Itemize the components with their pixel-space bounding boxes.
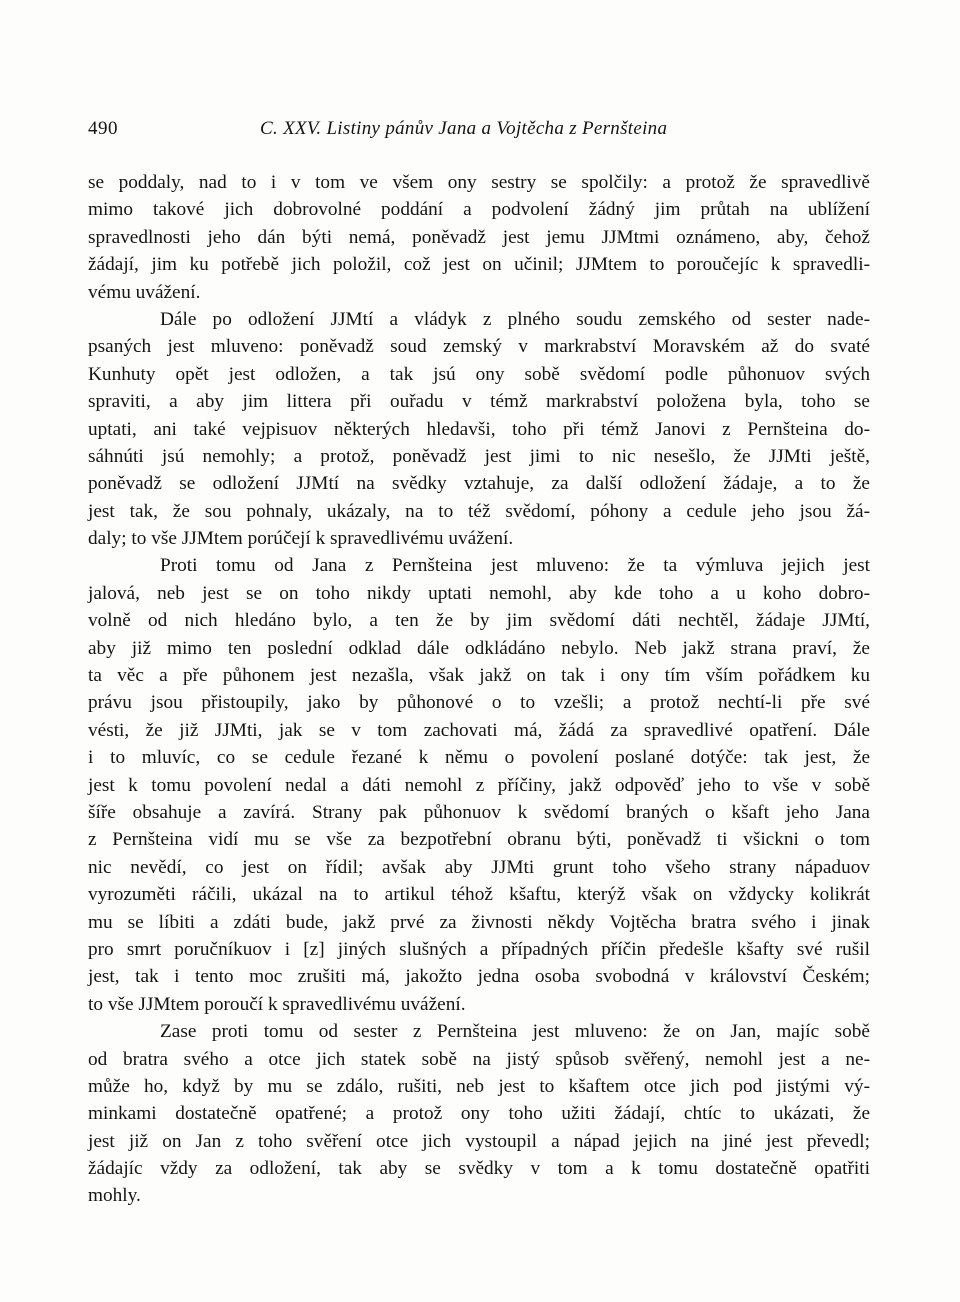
text-line: pro smrt poručníkuov i [z] jiných slušných a případných příčin předešle kšafty své rušil	[88, 938, 870, 960]
text-line: vésti, že již JJMti, jak se v tom zachovati má, žádá za spravedlivé opatření. Dále	[88, 719, 870, 741]
text-line: uptati, ani také vejpisuov některých hledavši, toho při témž Janovi z Pernšteina do-	[88, 418, 870, 440]
text-line: spravedlnosti jeho dán býti nemá, poněvadž jest jemu JJMtmi oznámeno, aby, čehož	[88, 226, 870, 248]
text-line: žádají, jim ku potřebě jich položil, což jest on učinil; JJMtem to poroučejíc k spravedli-	[88, 254, 870, 276]
text-line: minkami dostatečně opatřené; a protož ony toho užiti žádají, chtíc to ukázati, že	[88, 1103, 870, 1125]
text-line: to vše JJMtem poroučí k spravedlivému uvážení.	[88, 993, 466, 1015]
paragraph-start-line: Proti tomu od Jana z Pernšteina jest mluveno: že ta výmluva jejich jest	[160, 555, 870, 577]
text-line: jest tak, že sou pohnaly, ukázaly, na to též svědomí, póhony a cedule jeho jsou žá-	[88, 500, 870, 522]
text-line: šíře obsahuje a zavírá. Strany pak půhonuov k svědomí braných o kšaft jeho Jana	[88, 801, 870, 823]
text-line: ta věc a pře půhonem jest nezašla, však jakž on tak i ony tím vším pořádkem ku	[88, 665, 870, 687]
text-line: jalová, neb jest se on toho nikdy uptati nemohl, aby kde toho a u koho dobro-	[88, 582, 870, 604]
text-line: vému uvážení.	[88, 281, 201, 303]
paragraph-start-line: Dále po odložení JJMtí a vládyk z plného soudu zemského od sester nade-	[160, 308, 870, 330]
text-line: nic nevědí, co jest on řídil; avšak aby JJMti grunt toho všeho strany nápaduov	[88, 856, 870, 878]
text-line: mimo takové jich dobrovolné poddání a podvolení žádný jim průtah na ublížení	[88, 199, 870, 221]
text-line: Kunhuty opět jest odložen, a tak jsú ony sobě svědomí podle půhonuov svých	[88, 363, 870, 385]
page-number: 490	[88, 118, 118, 139]
text-line: od bratra svého a otce jich statek sobě na jistý spůsob svěřený, nemohl jest a ne-	[88, 1048, 870, 1070]
text-line: sáhnúti jsú nemohly; a protož, poněvadž jest jimi to nic nesešlo, že JJMti ještě,	[88, 445, 870, 467]
text-line: aby již mimo ten poslední odklad dále odkládáno nebylo. Neb jakž strana praví, že	[88, 637, 870, 659]
text-line: daly; to vše JJMtem porúčejí k spravedlivému uvážení.	[88, 528, 514, 550]
text-line: mohly.	[88, 1185, 141, 1207]
text-line: spraviti, a aby jim littera při ouřadu v témž markrabství položena byla, toho se	[88, 391, 870, 413]
text-line: i to mluvíc, co se cedule řezané k němu o povolení poslané dotýče: tak jest, že	[88, 747, 870, 769]
text-line: žádajíc vždy za odložení, tak aby se svědky v tom a k tomu dostatečně opatřiti	[88, 1158, 870, 1180]
text-line: jest již on Jan z toho svěření otcе jich vystoupil a nápad jejich na jiné jest převedl;	[88, 1130, 870, 1152]
text-line: právu jsou přistoupily, jako by půhonové o to vzešli; a protož nechtí-li pře své	[88, 692, 870, 714]
text-line: z Pernšteina vidí mu se vše za bezpotřební obranu býti, poněvadž ti všickni o tom	[88, 829, 870, 851]
page-header	[88, 118, 868, 144]
text-line: mu se líbiti a zdáti bude, jakž prvé za živnosti někdy Vojtěcha bratra svého i jinak	[88, 911, 870, 933]
text-line: jest, tak i tento moc zrušiti má, jakožto jedna osoba svobodná v království Českém;	[88, 966, 870, 988]
text-line: se poddaly, nad to i v tom ve všem ony sestry se spolčily: a protož že spravedlivě	[88, 172, 870, 193]
text-line: poněvadž se odložení JJMtí na svědky vztahuje, za další odložení žádaje, a to že	[88, 473, 870, 495]
paragraph-start-line: Zase proti tomu od sester z Pernšteina jest mluveno: že on Jan, majíc sobě	[160, 1021, 870, 1043]
text-line: jest k tomu povolení nedal a dáti nemohl z příčiny, jakž odpověď jeho to vše v sobě	[88, 774, 870, 796]
text-line: psaných jest mluveno: poněvadž soud zemský v markrabství Moravském až do svaté	[88, 336, 870, 358]
text-line: může ho, když by mu se zdálo, rušiti, neb jest to kšaftem otce jich pod jistými vý-	[88, 1075, 870, 1097]
body-text	[88, 169, 870, 1210]
text-line: vyrozuměti ráčili, ukázal na to artikul téhož kšaftu, kterýž však on vždycky kolikrát	[88, 884, 870, 906]
running-head: C. XXV. Listiny pánův Jana a Vojtěcha z Pernšteina	[260, 118, 668, 139]
text-line: volně od nich hledáno bylo, a ten že by jim svědomí dáti nechtěl, žádaje JJMtí,	[88, 610, 870, 632]
